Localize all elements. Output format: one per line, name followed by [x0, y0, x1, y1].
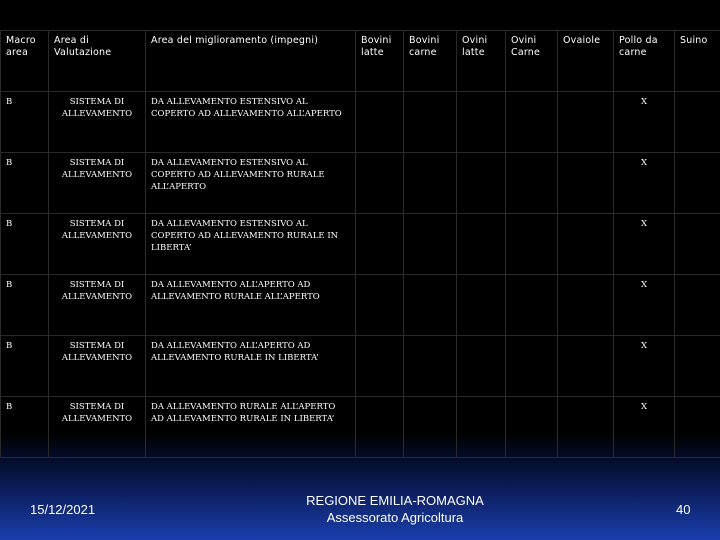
- slide-table-area: [0, 30, 720, 450]
- table-row: [1, 336, 720, 397]
- table-header-row: [1, 31, 720, 92]
- table-row: [1, 214, 720, 275]
- cell-pollo-da-carne: X: [614, 153, 675, 214]
- cell-ovini-carne: [506, 397, 558, 458]
- cell-ovini-latte: [457, 397, 506, 458]
- slide-footer: [0, 450, 720, 540]
- cell-macro-area: B: [1, 214, 49, 275]
- cell-macro-area: B: [1, 336, 49, 397]
- cell-bovini-latte: [356, 214, 404, 275]
- footer-date: 15/12/2021: [30, 502, 96, 517]
- cell-ovaiole: [558, 336, 614, 397]
- cell-macro-area: B: [1, 275, 49, 336]
- cell-suino: [675, 92, 720, 153]
- cell-ovini-carne: [506, 275, 558, 336]
- cell-suino: [675, 275, 720, 336]
- header-bovini-carne: Bovini carne: [404, 31, 457, 92]
- cell-bovini-carne: [404, 214, 457, 275]
- cell-area-valutazione: SISTEMA DI ALLEVAMENTO: [49, 397, 146, 458]
- cell-ovini-latte: [457, 336, 506, 397]
- cell-macro-area: B: [1, 153, 49, 214]
- footer-org-department: Assessorato Agricoltura: [326, 510, 464, 525]
- cell-suino: [675, 214, 720, 275]
- cell-ovini-latte: [457, 214, 506, 275]
- cell-ovini-carne: [506, 92, 558, 153]
- header-ovini-latte: Ovini latte: [457, 31, 506, 92]
- header-pollo-da-carne: Pollo da carne: [614, 31, 675, 92]
- cell-impegno: DA ALLEVAMENTO ALL’APERTO AD ALLEVAMENTO RURALE IN LIBERTA’: [146, 336, 356, 397]
- cell-suino: [675, 153, 720, 214]
- cell-impegno: DA ALLEVAMENTO RURALE ALL’APERTO AD ALLEVAMENTO RURALE IN LIBERTA’: [146, 397, 356, 458]
- header-macro-area: Macro area: [1, 31, 49, 92]
- table-row: [1, 397, 720, 458]
- cell-pollo-da-carne: X: [614, 397, 675, 458]
- cell-ovini-carne: [506, 214, 558, 275]
- improvement-table: [0, 30, 720, 458]
- table-row: [1, 153, 720, 214]
- table-row: [1, 275, 720, 336]
- cell-bovini-latte: [356, 397, 404, 458]
- cell-ovaiole: [558, 153, 614, 214]
- cell-impegno: DA ALLEVAMENTO ESTENSIVO AL COPERTO AD ALLEVAMENTO RURALE ALL’APERTO: [146, 153, 356, 214]
- cell-macro-area: B: [1, 92, 49, 153]
- header-bovini-latte: Bovini latte: [356, 31, 404, 92]
- header-area-valutazione: Area di Valutazione: [49, 31, 146, 92]
- cell-impegno: DA ALLEVAMENTO ESTENSIVO AL COPERTO AD ALLEVAMENTO ALL’APERTO: [146, 92, 356, 153]
- cell-ovaiole: [558, 397, 614, 458]
- cell-impegno: DA ALLEVAMENTO ESTENSIVO AL COPERTO AD ALLEVAMENTO RURALE IN LIBERTA’: [146, 214, 356, 275]
- cell-ovaiole: [558, 214, 614, 275]
- header-ovini-carne: Ovini Carne: [506, 31, 558, 92]
- cell-suino: [675, 336, 720, 397]
- cell-ovini-latte: [457, 92, 506, 153]
- cell-bovini-latte: [356, 92, 404, 153]
- cell-bovini-carne: [404, 336, 457, 397]
- cell-ovini-latte: [457, 275, 506, 336]
- cell-area-valutazione: SISTEMA DI ALLEVAMENTO: [49, 214, 146, 275]
- cell-bovini-latte: [356, 153, 404, 214]
- cell-area-valutazione: SISTEMA DI ALLEVAMENTO: [49, 336, 146, 397]
- cell-bovini-carne: [404, 275, 457, 336]
- cell-bovini-latte: [356, 336, 404, 397]
- cell-bovini-carne: [404, 92, 457, 153]
- cell-pollo-da-carne: X: [614, 336, 675, 397]
- table-row: [1, 92, 720, 153]
- cell-pollo-da-carne: X: [614, 214, 675, 275]
- cell-pollo-da-carne: X: [614, 275, 675, 336]
- cell-ovini-carne: [506, 336, 558, 397]
- cell-area-valutazione: SISTEMA DI ALLEVAMENTO: [49, 153, 146, 214]
- cell-suino: [675, 397, 720, 458]
- cell-bovini-carne: [404, 397, 457, 458]
- header-ovaiole: Ovaiole: [558, 31, 614, 92]
- footer-organization: [295, 492, 495, 526]
- header-area-miglioramento: Area del miglioramento (impegni): [146, 31, 356, 92]
- cell-area-valutazione: SISTEMA DI ALLEVAMENTO: [49, 92, 146, 153]
- header-suino: Suino: [675, 31, 720, 92]
- cell-macro-area: B: [1, 397, 49, 458]
- footer-org-name: REGIONE EMILIA-ROMAGNA: [306, 493, 484, 508]
- cell-ovini-latte: [457, 153, 506, 214]
- cell-bovini-carne: [404, 153, 457, 214]
- cell-ovaiole: [558, 92, 614, 153]
- cell-area-valutazione: SISTEMA DI ALLEVAMENTO: [49, 275, 146, 336]
- cell-ovaiole: [558, 275, 614, 336]
- cell-bovini-latte: [356, 275, 404, 336]
- cell-ovini-carne: [506, 153, 558, 214]
- cell-pollo-da-carne: X: [614, 92, 675, 153]
- cell-impegno: DA ALLEVAMENTO ALL’APERTO AD ALLEVAMENTO RURALE ALL’APERTO: [146, 275, 356, 336]
- page-number: 40: [676, 502, 691, 517]
